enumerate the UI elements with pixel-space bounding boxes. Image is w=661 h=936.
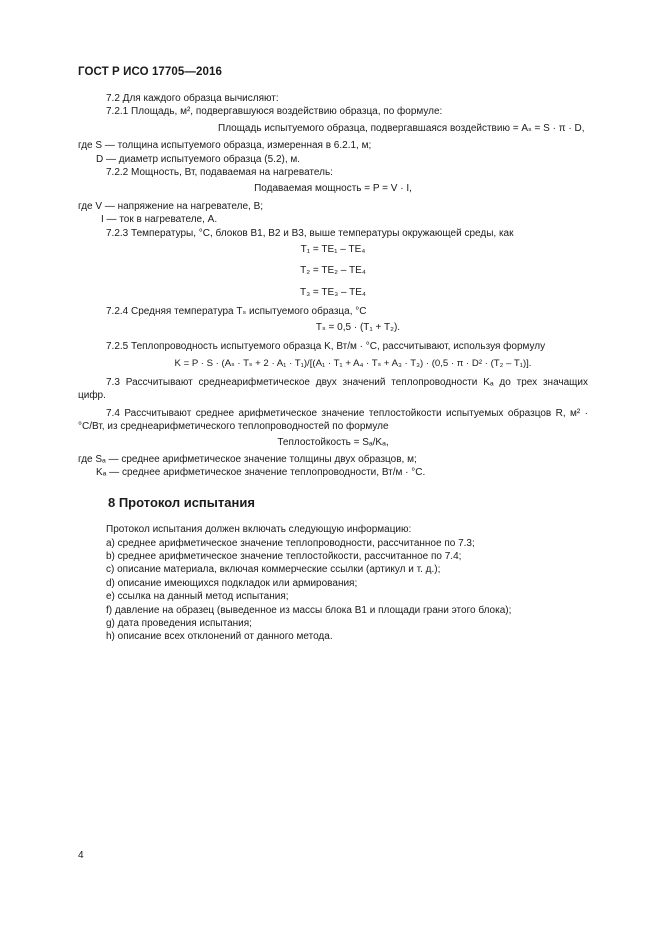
formula-resistance: Теплостойкость = Sₐ/Kₐ, bbox=[277, 436, 389, 448]
clause-7-2-title: 7.2 Для каждого образца вычисляют: bbox=[106, 93, 279, 104]
where-v: где V — напряжение на нагревателе, В; bbox=[78, 200, 264, 212]
formula-ts: Tₛ = 0,5 · (T₁ + T₂). bbox=[315, 321, 401, 333]
where-sa: где Sₐ — среднее арифметическое значение толщины двух образцов, м; bbox=[78, 453, 417, 465]
document-header: ГОСТ Р ИСО 17705—2016 bbox=[78, 66, 223, 78]
where-s: где S — толщина испытуемого образца, измеренная в 6.2.1, м; bbox=[78, 140, 372, 152]
list-item: d) описание имеющихся подкладок или армирования; bbox=[106, 577, 358, 589]
list-item: f) давление на образец (выведенное из массы блока В1 и площади грани этого блока); bbox=[106, 604, 512, 616]
list-item: b) среднее арифметическое значение теплостойкости, рассчитанное по 7.4; bbox=[106, 550, 462, 562]
formula-k: K = P · S · (Aₛ · Tₛ + 2 · A₁ · T₁)/[(A₁ · T₁ + A₄ · Tₛ + A₃ · T₃) · (0,5 · π · D² · (T₂ – T₁)]. bbox=[174, 357, 532, 369]
list-item: e) ссылка на данный метод испытания; bbox=[106, 591, 289, 603]
page-number: 4 bbox=[78, 850, 84, 861]
clause-7-2-2: 7.2.2 Мощность, Вт, подаваемая на нагреватель: bbox=[106, 167, 333, 179]
report-items-list bbox=[78, 537, 588, 644]
formula-t1: T₁ = TE₁ – TE₄ bbox=[300, 244, 366, 256]
clause-7-2-5: 7.2.5 Теплопроводность испытуемого образца K, Вт/м · °C, рассчитывают, используя формулу bbox=[106, 341, 546, 353]
where-d: D — диаметр испытуемого образца (5.2), м. bbox=[96, 153, 301, 165]
formula-t2: T₂ = TE₂ – TE₄ bbox=[300, 265, 366, 277]
formula-area: Площадь испытуемого образца, подвергавшаяся воздействию = Aₛ = S · π · D, bbox=[218, 122, 585, 134]
clause-7-4: 7.4 Рассчитывают среднее арифметическое значение теплостойкости испытуемых образцов R, м² · °C/Вт, из среднеарифметического теплопроводностей по формуле bbox=[78, 407, 588, 433]
section-8-intro: Протокол испытания должен включать следующую информацию: bbox=[106, 524, 412, 536]
clause-7-2-3: 7.2.3 Температуры, °C, блоков В1, В2 и В3, выше температуры окружающей среды, как bbox=[106, 227, 514, 239]
document-body bbox=[78, 92, 588, 644]
where-ka: Kₐ — среднее арифметическое значение теплопроводности, Вт/м · °C. bbox=[96, 467, 426, 479]
clause-7-2-1: 7.2.1 Площадь, м², подвергавшуюся воздействию образца, по формуле: bbox=[106, 106, 443, 118]
list-item: a) среднее арифметическое значение теплопроводности, рассчитанное по 7.3; bbox=[106, 537, 475, 549]
list-item: c) описание материала, включая коммерческие ссылки (артикул и т. д.); bbox=[106, 564, 441, 576]
formula-power: Подаваемая мощность = P = V · I, bbox=[254, 183, 412, 195]
clause-7-2-4: 7.2.4 Средняя температура Tₛ испытуемого образца, °C bbox=[106, 306, 367, 318]
clause-7-3: 7.3 Рассчитывают среднеарифметическое двух значений теплопроводности Kₐ до трех значащих цифр. bbox=[78, 376, 588, 402]
section-8-title: 8 Протокол испытания bbox=[108, 494, 255, 510]
formula-t3: T₃ = TE₃ – TE₄ bbox=[299, 286, 367, 298]
where-i: I — ток в нагревателе, А. bbox=[101, 214, 218, 226]
list-item: g) дата проведения испытания; bbox=[106, 618, 252, 629]
list-item: h) описание всех отклонений от данного метода. bbox=[106, 631, 333, 643]
